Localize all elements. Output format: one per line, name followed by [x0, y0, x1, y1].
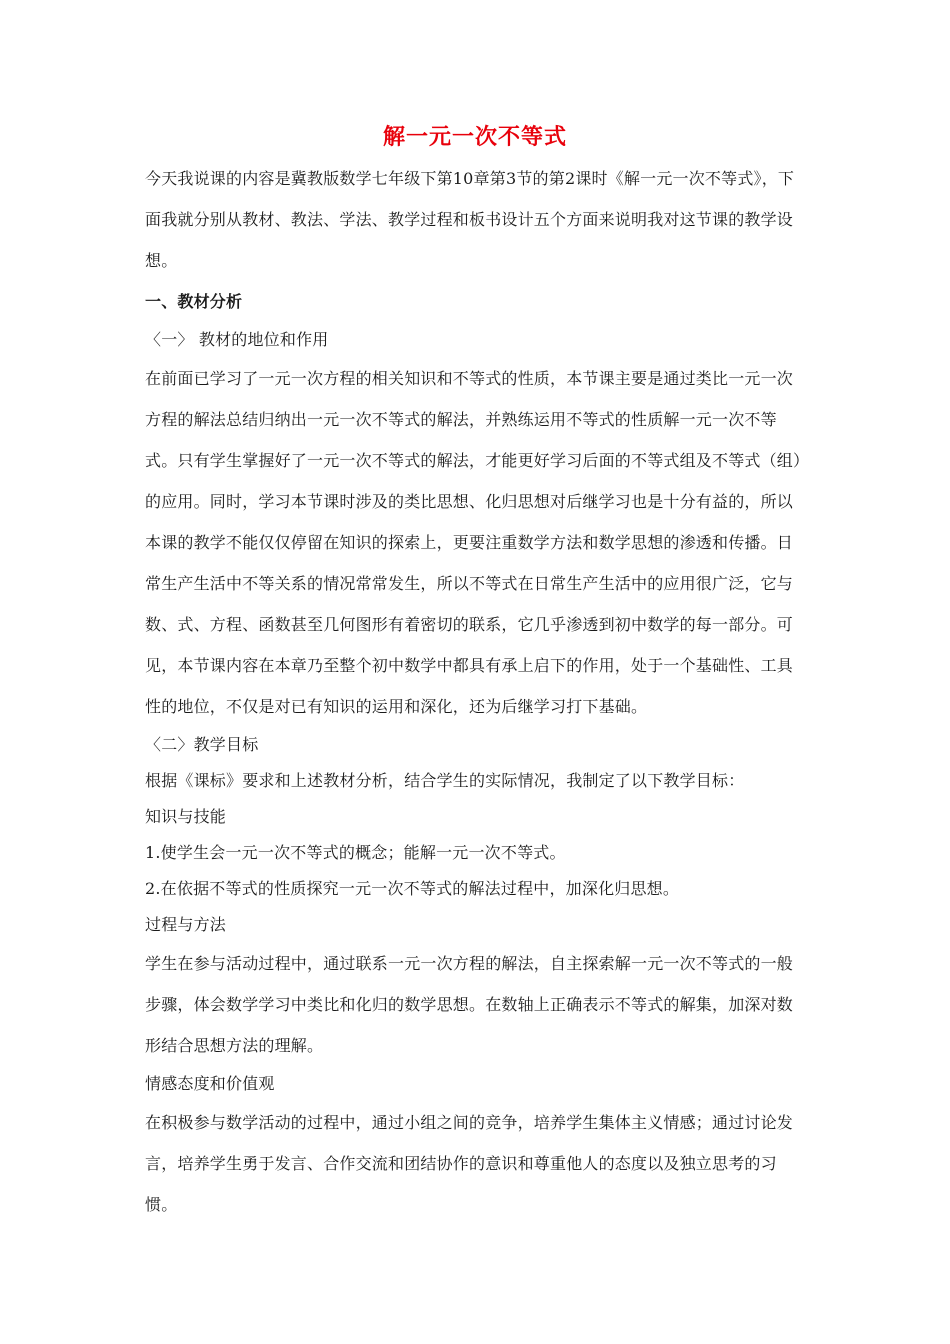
emotion-values-paragraph: 在积极参与数学活动的过程中，通过小组之间的竞争，培养学生集体主义情感；通过讨论发言，培养学生勇于发言、合作交流和团结协作的意识和尊重他人的态度以及独立思考的习惯。: [145, 1113, 794, 1214]
document-body: [145, 158, 807, 1225]
document-title: 解一元一次不等式: [382, 125, 567, 150]
intro-paragraph: 今天我说课的内容是冀教版数学七年级下第10章第3节的第2课时《解一元一次不等式》，下面我就分别从教材、教法、学法、教学过程和板书设计五个方面来说明我对这节课的教学设想。: [145, 169, 795, 270]
subheading-teaching-goals: 〈二〉教学目标: [145, 735, 259, 754]
position-role-paragraph: 在前面已学习了一元一次方程的相关知识和不等式的性质，本节课主要是通过类比一元一次方程的解法总结归纳出一元一次不等式的解法，并熟练运用不等式的性质解一元一次不等式。只有学生掌握好了一元一次不等式的解法，才能更好学习后面的不等式组及不等式（组）的应用。同时，学习本节课时涉及的类比思想、化归思想对后继学习也是十分有益的，所以本课的教学不能仅仅停留在知识的探索上，更要注重数学方法和数学思想的渗透和传播。日常生产生活中不等关系的情况常常发生，所以不等式在日常生产生活中的应用很广泛，它与数、式、方程、函数甚至几何图形有着密切的联系，它几乎渗透到初中数学的每一部分。可见，本节课内容在本章乃至整个初中数学中都具有承上启下的作用，处于一个基础性、工具性的地位，不仅是对已有知识的运用和深化，还为后继学习打下基础。: [145, 369, 802, 716]
knowledge-skills-heading: 知识与技能: [145, 807, 227, 826]
subheading-position-role: 〈一〉 教材的地位和作用: [145, 330, 329, 349]
emotion-values-heading: 情感态度和价值观: [145, 1074, 275, 1093]
section-heading-material-analysis: 一、教材分析: [145, 292, 243, 311]
process-method-heading: 过程与方法: [145, 915, 227, 934]
process-method-paragraph: 学生在参与活动过程中，通过联系一元一次方程的解法，自主探索解一元一次不等式的一般步骤，体会数学学习中类比和化归的数学思想。在数轴上正确表示不等式的解集，加深对数形结合思想方法的理解。: [145, 954, 794, 1055]
knowledge-item-2: 2.在依据不等式的性质探究一元一次不等式的解法过程中，加深化归思想。: [145, 879, 680, 898]
teaching-goals-intro: 根据《课标》要求和上述教材分析，结合学生的实际情况，我制定了以下教学目标：: [145, 771, 745, 790]
knowledge-item-1: 1.使学生会一元一次不等式的概念；能解一元一次不等式。: [145, 843, 566, 862]
